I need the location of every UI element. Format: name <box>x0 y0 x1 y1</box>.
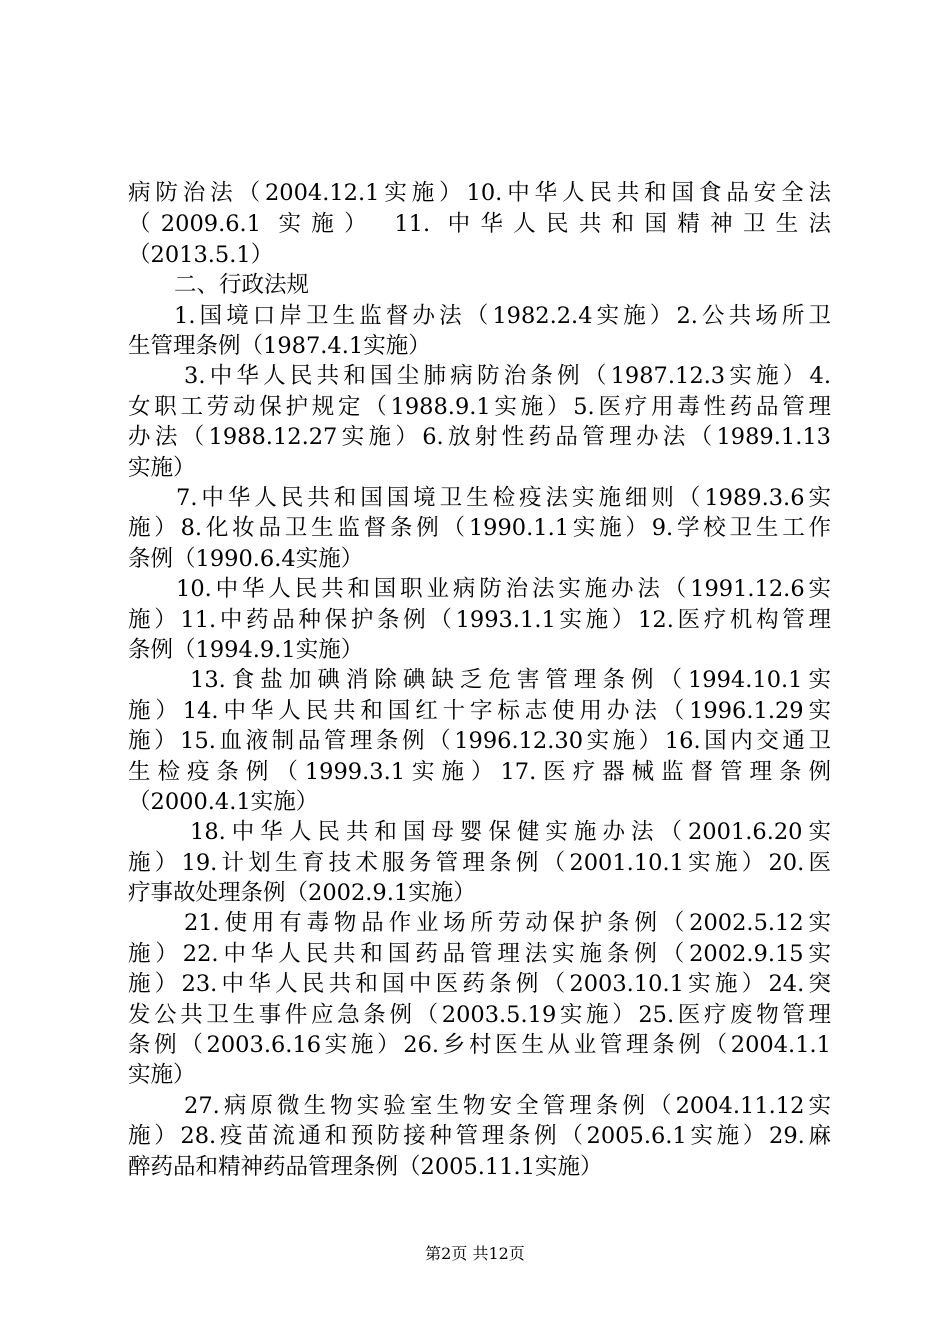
text-line: （2009.6.1 实施） 11. 中华人民共和国精神卫生法 <box>128 211 831 237</box>
text-line: 施）8.化妆品卫生监督条例（1990.1.1实施）9.学校卫生工作 <box>128 515 831 541</box>
text-line: 条例（1994.9.1实施） <box>128 637 364 663</box>
text-line: 实施） <box>128 455 196 481</box>
text-line: 醉药品和精神药品管理条例（2005.11.1实施） <box>128 1154 603 1180</box>
text-line: 施）23.中华人民共和国中医药条例（2003.10.1实施）24.突 <box>128 971 831 997</box>
text-line: 7.中华人民共和国国境卫生检疫法实施细则（1989.3.6实 <box>176 485 831 511</box>
text-line: 施）15.血液制品管理条例（1996.12.30实施）16.国内交通卫 <box>128 728 831 754</box>
text-line: 办法（1988.12.27实施）6.放射性药品管理办法（1989.1.13 <box>128 424 831 450</box>
section-heading: 二、行政法规 <box>174 272 310 298</box>
text-line: 18.中华人民共和国母婴保健实施办法（2001.6.20实 <box>190 819 831 845</box>
text-line: 施）22.中华人民共和国药品管理法实施条例（2002.9.15实 <box>128 941 831 967</box>
text-line: 3.中华人民共和国尘肺病防治条例（1987.12.3实施）4. <box>184 363 831 389</box>
text-line: 条例（2003.6.16实施）26.乡村医生从业管理条例（2004.1.1 <box>128 1032 831 1058</box>
text-line: 生检疫条例（1999.3.1实施）17.医疗器械监督管理条例 <box>128 759 831 785</box>
text-line: 1.国境口岸卫生监督办法（1982.2.4实施）2.公共场所卫 <box>174 303 831 329</box>
text-line: （2000.4.1实施） <box>128 789 319 815</box>
text-line: 生管理条例（1987.4.1实施） <box>128 333 431 359</box>
page-footer: 第2页 共12页 <box>425 1244 525 1263</box>
text-line: 10.中华人民共和国职业病防治法实施办法（1991.12.6实 <box>176 576 831 602</box>
text-line: 27.病原微生物实验室生物安全管理条例（2004.11.12实 <box>184 1093 831 1119</box>
text-line: 21.使用有毒物品作业场所劳动保护条例（2002.5.12实 <box>184 910 831 936</box>
text-line: 病防治法（2004.12.1实施）10.中华人民共和国食品安全法 <box>128 180 831 206</box>
text-line: 疗事故处理条例（2002.9.1实施） <box>128 880 476 906</box>
text-line: 女职工劳动保护规定（1988.9.1实施）5.医疗用毒性药品管理 <box>128 394 831 420</box>
text-line: 施）19.计划生育技术服务管理条例（2001.10.1实施）20.医 <box>128 850 831 876</box>
text-line: （2013.5.1） <box>128 242 274 268</box>
text-line: 施）11.中药品种保护条例（1993.1.1实施）12.医疗机构管理 <box>128 607 831 633</box>
text-line: 施）28.疫苗流通和预防接种管理条例（2005.6.1实施）29.麻 <box>128 1123 831 1149</box>
text-line: 条例（1990.6.4实施） <box>128 546 364 572</box>
text-line: 发公共卫生事件应急条例（2003.5.19实施）25.医疗废物管理 <box>128 1002 831 1028</box>
text-line: 13.食盐加碘消除碘缺乏危害管理条例（1994.10.1实 <box>190 667 831 693</box>
text-line: 施）14.中华人民共和国红十字标志使用办法（1996.1.29实 <box>128 698 831 724</box>
text-line: 实施） <box>128 1062 196 1088</box>
